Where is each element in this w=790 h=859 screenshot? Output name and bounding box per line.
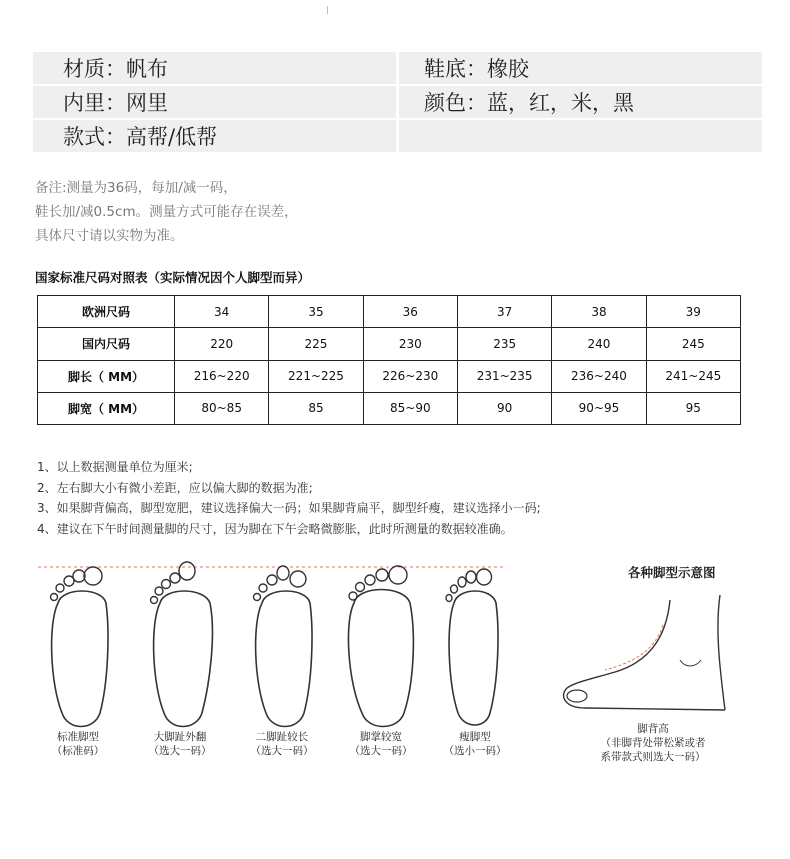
table-row: [38, 296, 741, 328]
tip-line: 2、左右脚大小有微小差距，应以偏大脚的数据为准;: [37, 480, 313, 495]
table-cell: 216~220: [175, 360, 269, 392]
caption-line: （非脚背处带松紧或者: [600, 737, 706, 749]
table-row: [38, 392, 741, 424]
spec-empty: [399, 120, 762, 152]
table-cell: 240: [552, 328, 646, 360]
table-cell: 39: [646, 296, 740, 328]
foot-long-second-toe-icon: [254, 566, 313, 727]
foot-label-wide: [336, 730, 426, 758]
foot-type-advice: （选大一码）: [250, 745, 314, 757]
table-cell: 37: [457, 296, 551, 328]
spec-row: [33, 52, 762, 84]
high-instep-illustration: [555, 590, 735, 720]
table-cell: 90~95: [552, 392, 646, 424]
table-cell: 231~235: [457, 360, 551, 392]
spec-lining: 内里：网里: [33, 86, 396, 118]
tip-line: 4、建议在下午时间测量脚的尺寸，因为脚在下午会略微膨胀，此时所测量的数据较准确。: [37, 521, 513, 536]
row-head: 脚长（ MM）: [38, 360, 175, 392]
table-cell: 230: [363, 328, 457, 360]
table-cell: 85~90: [363, 392, 457, 424]
foot-label-bunion: [135, 730, 225, 758]
note-line: 鞋长加/减0.5cm。测量方式可能存在误差，: [35, 204, 298, 220]
note-line: 备注:测量为36码，每加/减一码，: [35, 180, 237, 196]
size-table-title: 国家标准尺码对照表（实际情况因个人脚型而异）: [35, 270, 311, 285]
table-cell: 35: [269, 296, 363, 328]
foot-types-illustration: [0, 555, 530, 735]
table-cell: 221~225: [269, 360, 363, 392]
foot-type-advice: （选小一码）: [443, 745, 507, 757]
foot-slim-icon: [446, 569, 498, 725]
row-head: 脚宽（ MM）: [38, 392, 175, 424]
foot-type-name: 大脚趾外翻: [153, 731, 207, 743]
caption-line: 系带款式则选大一码）: [600, 751, 706, 763]
spec-row: [33, 86, 762, 118]
caption-line: 脚背高: [637, 723, 669, 735]
foot-type-advice: （标准码）: [51, 745, 105, 757]
tips: [37, 457, 541, 539]
tip-line: 3、如果脚背偏高，脚型宽肥，建议选择偏大一码；如果脚背扁平，脚型纤瘦，建议选择小一码;: [37, 501, 541, 515]
foot-type-advice: （选大一码）: [349, 745, 413, 757]
top-mark: [327, 6, 328, 14]
table-cell: 241~245: [646, 360, 740, 392]
foot-label-slim: [430, 730, 520, 758]
table-cell: 226~230: [363, 360, 457, 392]
table-cell: 245: [646, 328, 740, 360]
foot-type-name: 二脚趾较长: [255, 731, 309, 743]
foot-label-standard: [33, 730, 123, 758]
spec-material: 材质：帆布: [33, 52, 396, 84]
table-cell: 36: [363, 296, 457, 328]
table-cell: 90: [457, 392, 551, 424]
row-head: 国内尺码: [38, 328, 175, 360]
spec-style: 款式：高帮/低帮: [33, 120, 396, 152]
table-cell: 225: [269, 328, 363, 360]
table-cell: 80~85: [175, 392, 269, 424]
table-cell: 95: [646, 392, 740, 424]
notes: [35, 176, 298, 248]
table-row: [38, 360, 741, 392]
spec-color: 颜色：蓝，红，米，黑: [399, 86, 762, 118]
table-row: [38, 328, 741, 360]
table-cell: 34: [175, 296, 269, 328]
table-cell: 220: [175, 328, 269, 360]
foot-standard-icon: [51, 567, 109, 727]
foot-type-name: 瘦脚型: [459, 731, 491, 743]
spec-sole: 鞋底：橡胶: [399, 52, 762, 84]
foot-wide-icon: [348, 566, 413, 727]
table-cell: 235: [457, 328, 551, 360]
foot-type-advice: （选大一码）: [148, 745, 212, 757]
foot-type-name: 脚掌较宽: [360, 731, 402, 743]
foot-types-title: 各种脚型示意图: [628, 565, 716, 580]
table-cell: 38: [552, 296, 646, 328]
foot-bunion-icon: [151, 562, 213, 727]
spec-row: [33, 120, 762, 152]
foot-label-long-second-toe: [237, 730, 327, 758]
size-table: [37, 295, 741, 425]
foot-type-name: 标准脚型: [57, 731, 99, 743]
row-head: 欧洲尺码: [38, 296, 175, 328]
table-cell: 236~240: [552, 360, 646, 392]
spec-table: [33, 52, 762, 152]
table-cell: 85: [269, 392, 363, 424]
tip-line: 1、以上数据测量单位为厘米;: [37, 460, 193, 474]
high-instep-caption: [588, 722, 718, 764]
note-line: 具体尺寸请以实物为准。: [35, 228, 184, 244]
